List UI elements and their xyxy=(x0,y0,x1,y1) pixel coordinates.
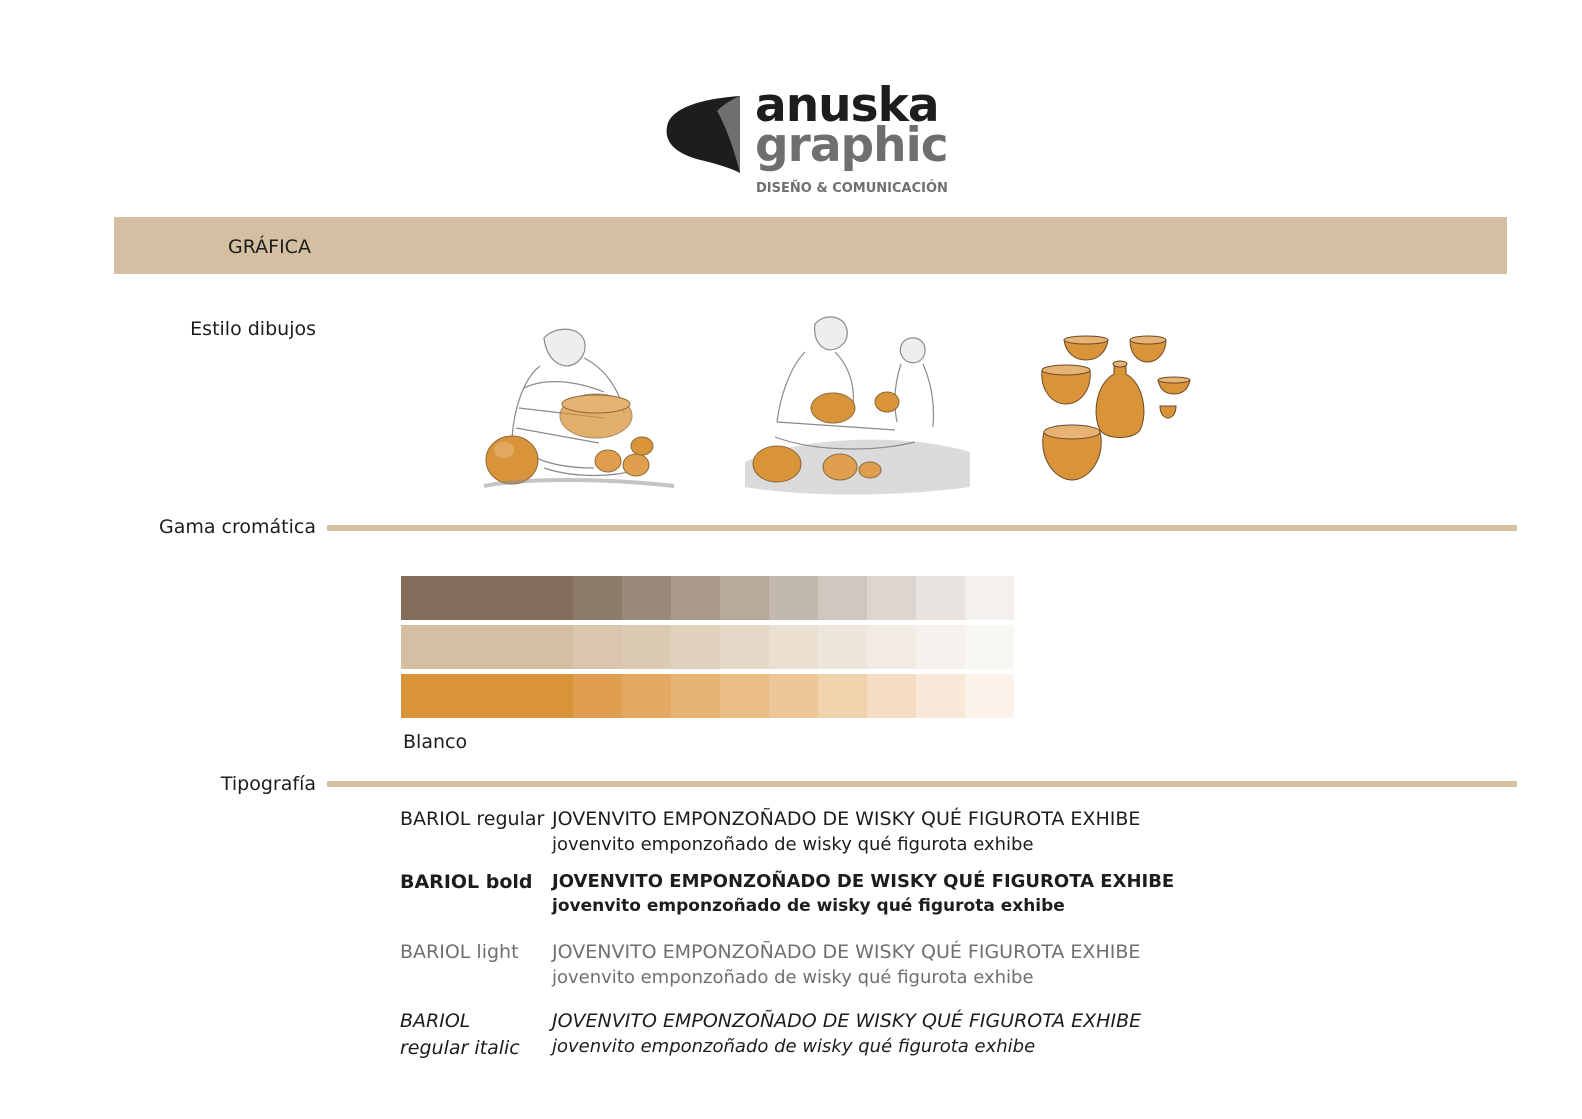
sample-lower-regular: jovenvito emponzoñado de wisky qué figurota exhibe xyxy=(552,834,1034,855)
color-swatch xyxy=(916,576,965,620)
drawing-ceramic-pots xyxy=(1040,334,1210,484)
color-swatch xyxy=(769,674,818,718)
sample-upper-regular: JOVENVITO EMPONZOÑADO DE WISKY QUÉ FIGUROTA EXHIBE xyxy=(552,808,1141,830)
logo-tagline: DISEÑO & COMUNICACIÓN xyxy=(756,181,948,196)
sample-lower-bold: jovenvito emponzoñado de wisky qué figurota exhibe xyxy=(552,896,1065,916)
color-swatch xyxy=(769,576,818,620)
color-swatch xyxy=(818,625,867,669)
color-swatch xyxy=(965,674,1014,718)
section-banner xyxy=(114,217,1507,274)
color-swatch xyxy=(401,674,573,718)
drawings-section-label: Estilo dibujos xyxy=(190,318,316,340)
color-swatch xyxy=(622,625,671,669)
font-name-regular: BARIOL regular xyxy=(400,808,545,830)
color-swatch xyxy=(401,625,573,669)
color-swatch xyxy=(965,625,1014,669)
color-swatch xyxy=(720,576,769,620)
color-swatch xyxy=(769,625,818,669)
font-name-italic: BARIOL xyxy=(400,1010,471,1032)
color-swatch xyxy=(573,576,622,620)
leaf-logo-mark-icon xyxy=(665,93,745,175)
color-swatch xyxy=(622,674,671,718)
color-swatch xyxy=(867,576,916,620)
sample-upper-light: JOVENVITO EMPONZOÑADO DE WISKY QUÉ FIGUROTA EXHIBE xyxy=(552,941,1141,963)
sample-upper-italic: JOVENVITO EMPONZOÑADO DE WISKY QUÉ FIGUROTA EXHIBE xyxy=(552,1010,1142,1032)
palette-section-rule xyxy=(327,525,1517,531)
palette-caption: Blanco xyxy=(403,731,468,753)
swatch-row-brown xyxy=(401,576,1014,620)
color-swatch xyxy=(720,625,769,669)
color-swatch xyxy=(671,576,720,620)
color-swatch xyxy=(573,674,622,718)
color-swatch xyxy=(720,674,769,718)
logo-wordmark-line2: graphic xyxy=(755,118,948,173)
color-swatch xyxy=(622,576,671,620)
color-swatch xyxy=(916,625,965,669)
font-name-bold: BARIOL bold xyxy=(400,871,533,893)
color-swatch xyxy=(867,625,916,669)
palette-section-label: Gama cromática xyxy=(159,516,316,538)
swatch-row-ochre xyxy=(401,674,1014,718)
sample-lower-light: jovenvito emponzoñado de wisky qué figurota exhibe xyxy=(552,967,1034,988)
font-name-italic-line2: regular italic xyxy=(400,1037,520,1059)
swatch-row-sand xyxy=(401,625,1014,669)
font-name-light: BARIOL light xyxy=(400,941,519,963)
color-swatch xyxy=(818,674,867,718)
color-swatch xyxy=(818,576,867,620)
color-swatch xyxy=(867,674,916,718)
sample-lower-italic: jovenvito emponzoñado de wisky qué figurota exhibe xyxy=(552,1036,1036,1057)
brand-logo xyxy=(665,78,948,203)
drawing-woman-with-bowl xyxy=(484,318,684,500)
sample-upper-bold: JOVENVITO EMPONZOÑADO DE WISKY QUÉ FIGUROTA EXHIBE xyxy=(552,871,1175,892)
color-swatch xyxy=(671,674,720,718)
color-swatch xyxy=(573,625,622,669)
logo-wordmark-line1: anuska xyxy=(755,78,939,133)
color-swatch xyxy=(671,625,720,669)
typography-section-rule xyxy=(327,781,1517,787)
color-swatch xyxy=(965,576,1014,620)
drawing-woman-and-child xyxy=(735,312,975,502)
color-swatch xyxy=(916,674,965,718)
typography-section-label: Tipografía xyxy=(220,773,316,795)
color-swatch xyxy=(401,576,573,620)
banner-title: GRÁFICA xyxy=(228,236,311,258)
